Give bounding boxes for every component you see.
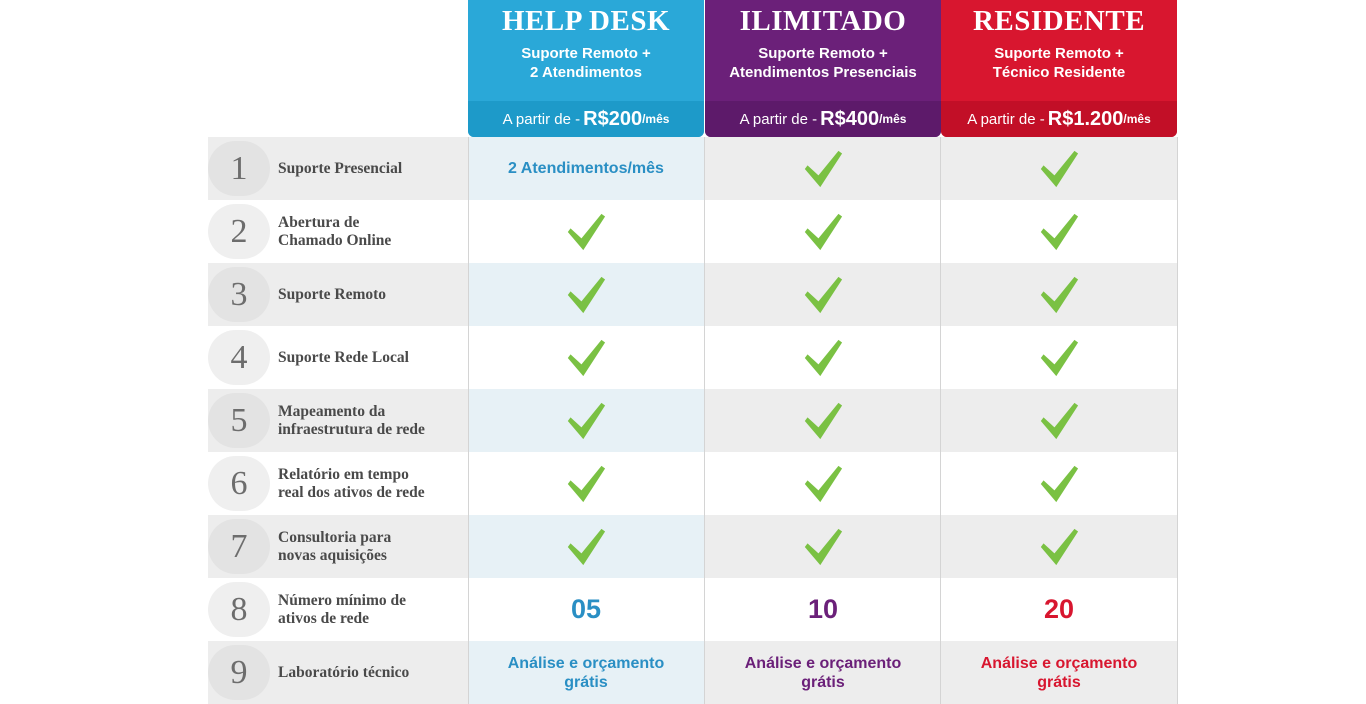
table-row <box>0 578 1366 641</box>
row-number: 2 <box>230 212 248 250</box>
column-separator <box>468 263 469 326</box>
column-separator <box>940 200 941 263</box>
cell-text: 2 Atendimentos/mês <box>508 160 664 177</box>
cell-included <box>705 200 941 263</box>
table-row <box>0 137 1366 200</box>
cell-included <box>468 263 704 326</box>
row-number: 4 <box>230 338 248 376</box>
check-icon <box>1037 527 1081 567</box>
plan-subtitle: Suporte Remoto + Técnico Residente <box>992 45 1126 81</box>
row-label: Suporte Rede Local <box>278 348 409 366</box>
cell-text: Análise e orçamento grátis <box>980 654 1138 691</box>
cell-text: Análise e orçamento grátis <box>507 654 665 691</box>
check-icon <box>1037 275 1081 315</box>
cell-text: 20 <box>1043 594 1075 624</box>
column-separator <box>468 452 469 515</box>
column-separator <box>940 137 941 200</box>
cell-included <box>705 515 941 578</box>
plan-price <box>941 101 1177 137</box>
row-label: Relatório em tempo real dos ativos de rede <box>278 465 425 501</box>
plan-price-unit: /mês <box>879 112 907 126</box>
plan-price-prefix: A partir de - <box>502 110 581 128</box>
plan-price-prefix: A partir de - <box>967 110 1045 128</box>
column-separator <box>704 389 705 452</box>
column-separator <box>940 578 941 641</box>
row-label: Consultoria para novas aquisições <box>278 528 392 564</box>
check-icon <box>564 464 608 504</box>
plan-subtitle: Suporte Remoto + Atendimentos Presenciais <box>729 45 917 81</box>
plan-price-prefix: A partir de - <box>739 110 818 128</box>
table-row <box>0 389 1366 452</box>
plan-price <box>705 101 941 137</box>
check-icon <box>801 149 845 189</box>
column-separator <box>704 137 705 200</box>
check-icon <box>564 212 608 252</box>
cell-included <box>468 389 704 452</box>
cell-value <box>468 578 704 641</box>
column-separator <box>468 326 469 389</box>
cell-included <box>941 137 1177 200</box>
column-separator <box>1177 200 1178 263</box>
column-separator <box>940 515 941 578</box>
column-separator <box>704 200 705 263</box>
column-separator <box>704 641 705 704</box>
feature-rows <box>0 137 1366 704</box>
column-separator <box>704 515 705 578</box>
row-number: 1 <box>230 149 248 187</box>
row-number: 5 <box>230 401 248 439</box>
plan-title: HELP DESK <box>501 5 671 37</box>
column-separator <box>940 452 941 515</box>
row-number: 9 <box>230 653 248 691</box>
check-icon <box>1037 212 1081 252</box>
cell-included <box>941 452 1177 515</box>
cell-included <box>705 326 941 389</box>
column-separator <box>940 641 941 704</box>
row-label: Suporte Presencial <box>278 159 403 177</box>
check-icon <box>801 338 845 378</box>
column-separator <box>704 263 705 326</box>
row-label: Laboratório técnico <box>278 663 410 681</box>
plan-header-residente[interactable] <box>941 0 1177 137</box>
check-icon <box>801 401 845 441</box>
column-separator <box>1177 578 1178 641</box>
check-icon <box>801 464 845 504</box>
row-number: 3 <box>230 275 248 313</box>
cell-included <box>705 263 941 326</box>
cell-included <box>941 263 1177 326</box>
check-icon <box>564 338 608 378</box>
cell-included <box>705 137 941 200</box>
column-separator <box>468 200 469 263</box>
plan-subtitle: Suporte Remoto + 2 Atendimentos <box>521 45 651 81</box>
plan-price <box>468 101 704 137</box>
plan-title: ILIMITADO <box>739 5 907 37</box>
plan-header-help-desk[interactable] <box>468 0 704 137</box>
plan-price-value: R$200 <box>583 107 643 130</box>
cell-included <box>468 326 704 389</box>
check-icon <box>564 527 608 567</box>
cell-included <box>468 515 704 578</box>
column-separator <box>704 326 705 389</box>
cell-included <box>941 515 1177 578</box>
column-separator <box>468 641 469 704</box>
row-number: 7 <box>230 527 248 565</box>
plan-price-value: R$1.200 <box>1047 107 1124 130</box>
plan-price-unit: /mês <box>1123 112 1151 126</box>
check-icon <box>564 401 608 441</box>
column-separator <box>1177 641 1178 704</box>
row-number: 6 <box>230 464 248 502</box>
cell-value <box>941 641 1177 704</box>
check-icon <box>1037 401 1081 441</box>
cell-value <box>941 578 1177 641</box>
cell-included <box>705 452 941 515</box>
column-separator <box>1177 326 1178 389</box>
column-separator <box>940 263 941 326</box>
check-icon <box>564 275 608 315</box>
column-separator <box>468 389 469 452</box>
table-row <box>0 641 1366 704</box>
cell-value <box>705 578 941 641</box>
cell-text: 05 <box>570 594 602 624</box>
check-icon <box>1037 464 1081 504</box>
column-separator <box>1177 515 1178 578</box>
column-separator <box>940 326 941 389</box>
check-icon <box>801 212 845 252</box>
column-separator <box>704 452 705 515</box>
column-separator <box>468 137 469 200</box>
row-label: Suporte Remoto <box>278 285 387 303</box>
cell-included <box>941 389 1177 452</box>
check-icon <box>1037 149 1081 189</box>
table-row <box>0 326 1366 389</box>
row-label: Abertura de Chamado Online <box>278 213 392 249</box>
column-separator <box>1177 263 1178 326</box>
column-separator <box>468 578 469 641</box>
check-icon <box>1037 338 1081 378</box>
row-number: 8 <box>230 590 248 628</box>
table-row <box>0 263 1366 326</box>
column-separator <box>940 389 941 452</box>
table-row <box>0 452 1366 515</box>
row-label: Número mínimo de ativos de rede <box>278 591 407 627</box>
cell-value <box>468 641 704 704</box>
plan-title: RESIDENTE <box>972 5 1146 37</box>
cell-included <box>941 200 1177 263</box>
row-label: Mapeamento da infraestrutura de rede <box>278 402 425 438</box>
check-icon <box>801 275 845 315</box>
cell-text: Análise e orçamento grátis <box>744 654 902 691</box>
cell-value <box>705 641 941 704</box>
column-separator <box>468 515 469 578</box>
cell-value <box>468 137 704 200</box>
column-separator <box>704 578 705 641</box>
column-separator <box>1177 137 1178 200</box>
cell-included <box>705 389 941 452</box>
cell-included <box>468 452 704 515</box>
table-row <box>0 200 1366 263</box>
cell-text: 10 <box>807 594 839 624</box>
plan-header-ilimitado[interactable] <box>705 0 941 137</box>
column-separator <box>1177 389 1178 452</box>
table-row <box>0 515 1366 578</box>
cell-included <box>468 200 704 263</box>
check-icon <box>801 527 845 567</box>
cell-included <box>941 326 1177 389</box>
column-separator <box>1177 452 1178 515</box>
plan-price-value: R$400 <box>820 107 880 130</box>
plan-price-unit: /mês <box>642 112 670 126</box>
